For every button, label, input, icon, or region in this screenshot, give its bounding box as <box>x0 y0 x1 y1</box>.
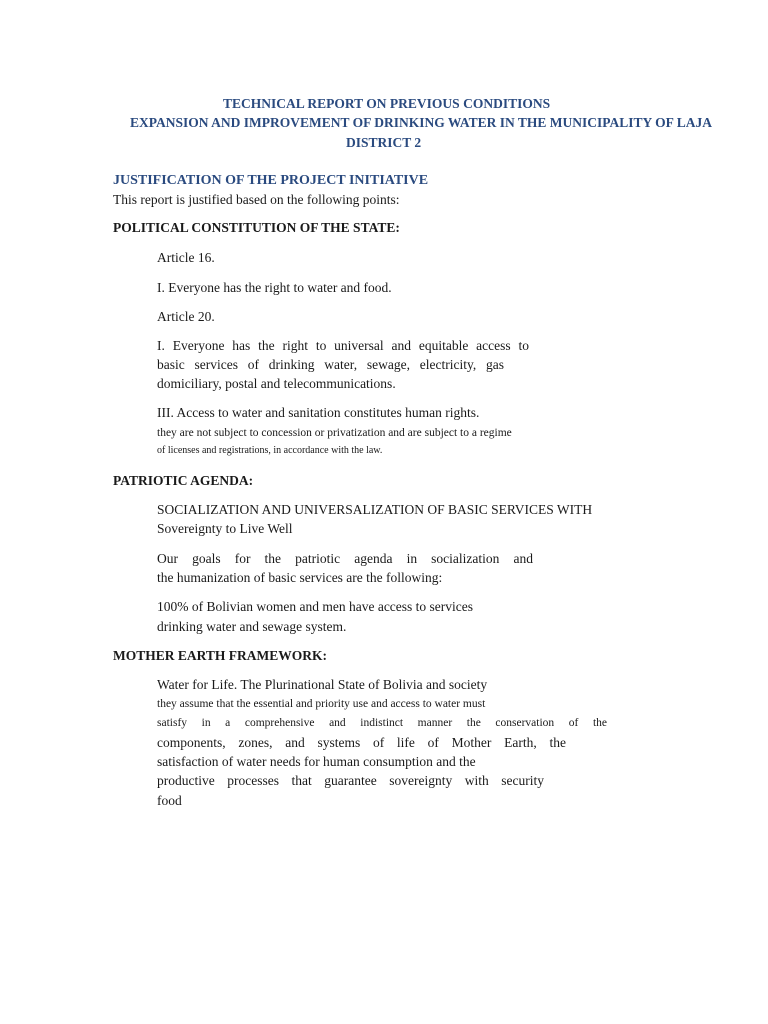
patriotic-p1-line-1: SOCIALIZATION AND UNIVERSALIZATION OF BASIC SERVICES WITH <box>157 502 593 517</box>
patriotic-heading: PATRIOTIC AGENDA: <box>113 473 254 488</box>
mother-earth-line-2: they assume that the essential and priority use and access to water must <box>157 698 486 710</box>
patriotic-p2-line-1: Our goals for the patriotic agenda in socialization and <box>157 551 533 566</box>
patriotic-p2-line-2: the humanization of basic services are the following: <box>157 570 443 585</box>
justification-heading: JUSTIFICATION OF THE PROJECT INITIATIVE <box>113 173 429 188</box>
mother-earth-heading: MOTHER EARTH FRAMEWORK: <box>113 648 328 663</box>
article-20-line-3: domiciliary, postal and telecommunications. <box>157 376 396 391</box>
mother-earth-line-5: satisfaction of water needs for human consumption and the <box>157 754 476 769</box>
constitution-heading: POLITICAL CONSTITUTION OF THE STATE: <box>113 220 400 235</box>
article-16-text: I. Everyone has the right to water and food. <box>157 280 392 295</box>
mother-earth-line-4: components, zones, and systems of life of Mother Earth, the <box>157 735 566 750</box>
title-line-3: DISTRICT 2 <box>346 135 422 150</box>
article-20-label: Article 20. <box>157 309 215 324</box>
justification-intro: This report is justified based on the following points: <box>113 192 400 207</box>
article-20-iii-line-3: of licenses and registrations, in accordance with the law. <box>157 445 383 456</box>
mother-earth-line-6: productive processes that guarantee sovereignty with security <box>157 773 544 788</box>
patriotic-p3-line-1: 100% of Bolivian women and men have access to services <box>157 599 474 614</box>
patriotic-p3-line-2: drinking water and sewage system. <box>157 619 347 634</box>
patriotic-p1-line-2: Sovereignty to Live Well <box>157 521 293 536</box>
title-line-1: TECHNICAL REPORT ON PREVIOUS CONDITIONS <box>223 96 551 111</box>
article-20-iii-line-2: they are not subject to concession or privatization and are subject to a regime <box>157 427 512 439</box>
article-16-label: Article 16. <box>157 250 215 265</box>
title-line-2: EXPANSION AND IMPROVEMENT OF DRINKING WATER IN THE MUNICIPALITY OF LAJA <box>130 115 713 130</box>
mother-earth-line-1: Water for Life. The Plurinational State of Bolivia and society <box>157 677 488 692</box>
article-20-line-2: basic services of drinking water, sewage, electricity, gas <box>157 357 504 372</box>
article-20-iii-line-1: III. Access to water and sanitation constitutes human rights. <box>157 405 480 420</box>
article-20-line-1: I. Everyone has the right to universal and equitable access to <box>157 338 529 353</box>
mother-earth-line-7: food <box>157 793 182 808</box>
mother-earth-line-3: satisfy in a comprehensive and indistinct manner the conservation of the <box>157 717 607 729</box>
